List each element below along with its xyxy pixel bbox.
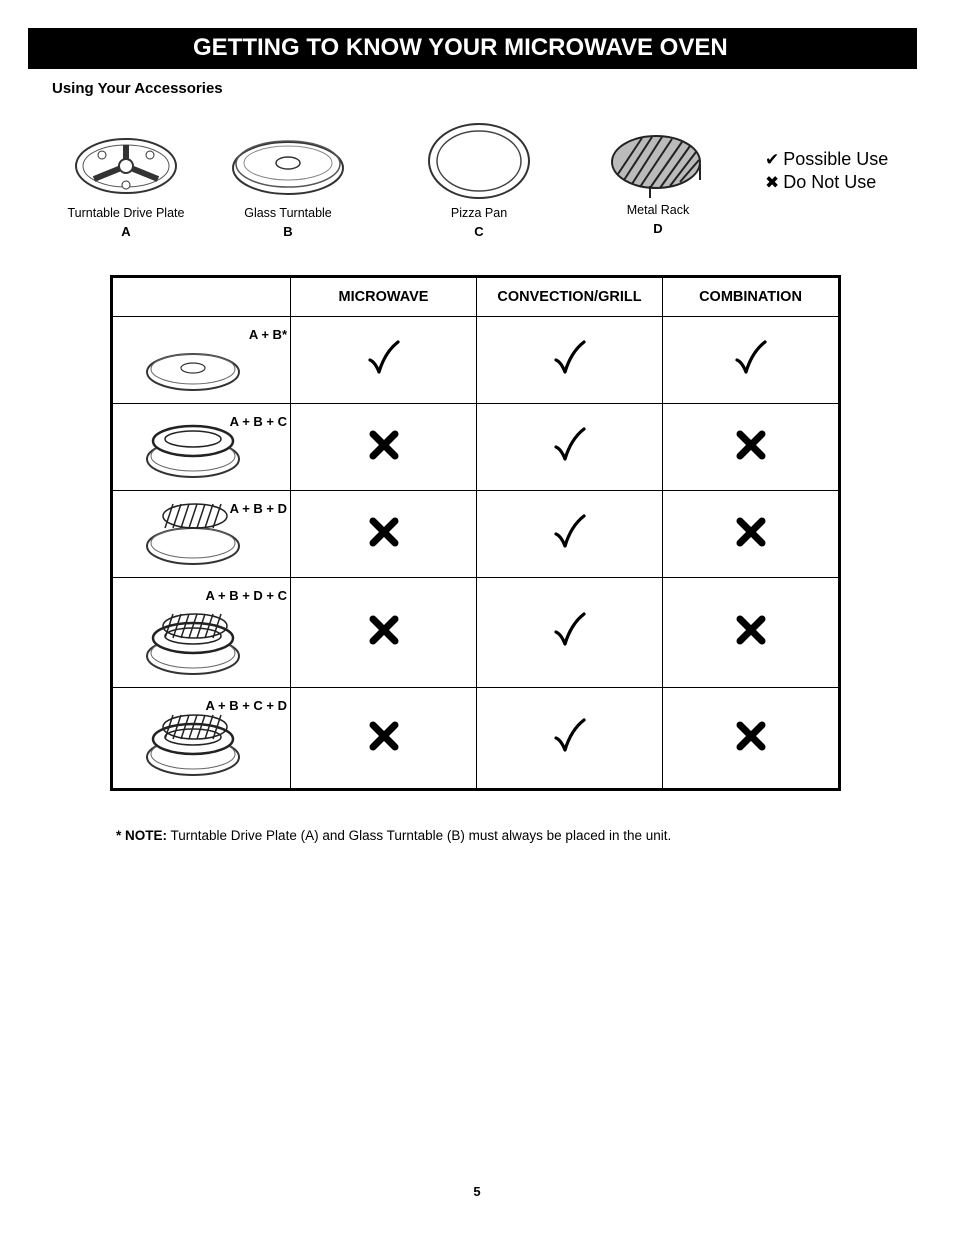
note <box>116 828 671 843</box>
check-icon <box>553 427 587 463</box>
cross-icon <box>369 430 399 460</box>
note-label: * NOTE: <box>116 828 168 843</box>
combo-cell <box>112 404 291 491</box>
accessory-b-name: Glass Turntable <box>244 206 332 220</box>
possible-use-mark <box>477 578 663 688</box>
table-row <box>112 491 840 578</box>
page-number: 5 <box>473 1184 481 1199</box>
possible-use-mark <box>477 317 663 404</box>
table-row <box>112 317 840 404</box>
legend-not <box>765 171 888 194</box>
cross-icon <box>369 517 399 547</box>
glass-turntable-icon <box>230 135 346 197</box>
accessory-d-name: Metal Rack <box>626 203 690 217</box>
header-bar <box>28 28 917 69</box>
check-icon <box>734 340 768 376</box>
header-combination: COMBINATION <box>663 277 840 317</box>
check-icon <box>553 514 587 550</box>
combo-label: A + B + C <box>229 414 287 429</box>
cross-icon <box>736 517 766 547</box>
accessory-c <box>424 123 534 239</box>
do-not-use-mark <box>663 404 840 491</box>
legend <box>765 148 888 194</box>
table-row <box>112 688 840 790</box>
combo-label: A + B + D <box>229 501 287 516</box>
cross-icon <box>369 721 399 751</box>
do-not-use-mark <box>291 688 477 790</box>
header-convection-grill: CONVECTION/GRILL <box>477 277 663 317</box>
do-not-use-mark <box>663 578 840 688</box>
drive-plate-icon <box>74 135 178 197</box>
do-not-use-mark <box>663 688 840 790</box>
combo-label: A + B + C + D <box>205 698 287 713</box>
cross-icon <box>369 615 399 645</box>
check-icon <box>553 340 587 376</box>
cross-icon <box>736 615 766 645</box>
check-icon <box>553 718 587 754</box>
do-not-use-mark <box>663 491 840 578</box>
table-header-row <box>112 277 840 317</box>
page-title: GETTING TO KNOW YOUR MICROWAVE OVEN <box>193 34 728 61</box>
possible-use-mark <box>477 688 663 790</box>
check-icon: ✔ <box>765 150 780 169</box>
accessory-c-name: Pizza Pan <box>450 206 508 220</box>
note-text: Turntable Drive Plate (A) and Glass Turntable (B) must always be placed in the unit. <box>167 828 672 843</box>
table-row <box>112 404 840 491</box>
possible-use-mark <box>477 404 663 491</box>
pizza-pan-icon <box>427 123 531 199</box>
possible-use-mark <box>291 317 477 404</box>
combo-image <box>143 498 243 571</box>
header-microwave: MICROWAVE <box>291 277 477 317</box>
table-row <box>112 578 840 688</box>
combo-cell <box>112 578 291 688</box>
possible-use-mark <box>663 317 840 404</box>
accessory-b <box>230 135 346 239</box>
accessory-a-letter: A <box>121 224 131 239</box>
combo-cell <box>112 317 291 404</box>
combo-cell <box>112 688 291 790</box>
do-not-use-mark <box>291 491 477 578</box>
legend-possible <box>765 148 888 171</box>
accessory-c-letter: C <box>474 224 484 239</box>
turntable-pan-rack-icon <box>143 709 243 777</box>
legend-possible-label: Possible Use <box>783 149 889 169</box>
combo-image <box>143 608 243 681</box>
possible-use-mark <box>477 491 663 578</box>
cross-icon <box>736 430 766 460</box>
accessory-d-letter: D <box>653 221 663 236</box>
combo-label: A + B* <box>248 327 287 342</box>
turntable-assembly-icon <box>143 324 243 392</box>
combo-image <box>143 324 243 397</box>
turntable-rack-pan-icon <box>143 608 243 676</box>
do-not-use-mark <box>291 578 477 688</box>
accessory-compatibility-table <box>110 275 841 791</box>
combo-cell <box>112 491 291 578</box>
check-icon <box>553 612 587 648</box>
accessory-a <box>62 135 190 239</box>
combo-image <box>143 709 243 782</box>
metal-rack-icon <box>606 132 710 200</box>
accessory-b-letter: B <box>283 224 293 239</box>
cross-icon <box>736 721 766 751</box>
cross-icon: ✖ <box>765 173 780 192</box>
turntable-with-rack-icon <box>143 498 243 566</box>
section-subtitle: Using Your Accessories <box>52 80 223 97</box>
legend-not-label: Do Not Use <box>783 172 877 192</box>
turntable-with-pizza-pan-icon <box>143 411 243 479</box>
check-icon <box>367 340 401 376</box>
do-not-use-mark <box>291 404 477 491</box>
combo-label: A + B + D + C <box>205 588 287 603</box>
accessory-d <box>606 132 710 236</box>
accessory-a-name: Turntable Drive Plate <box>67 206 185 220</box>
header-blank <box>112 277 291 317</box>
combo-image <box>143 411 243 484</box>
